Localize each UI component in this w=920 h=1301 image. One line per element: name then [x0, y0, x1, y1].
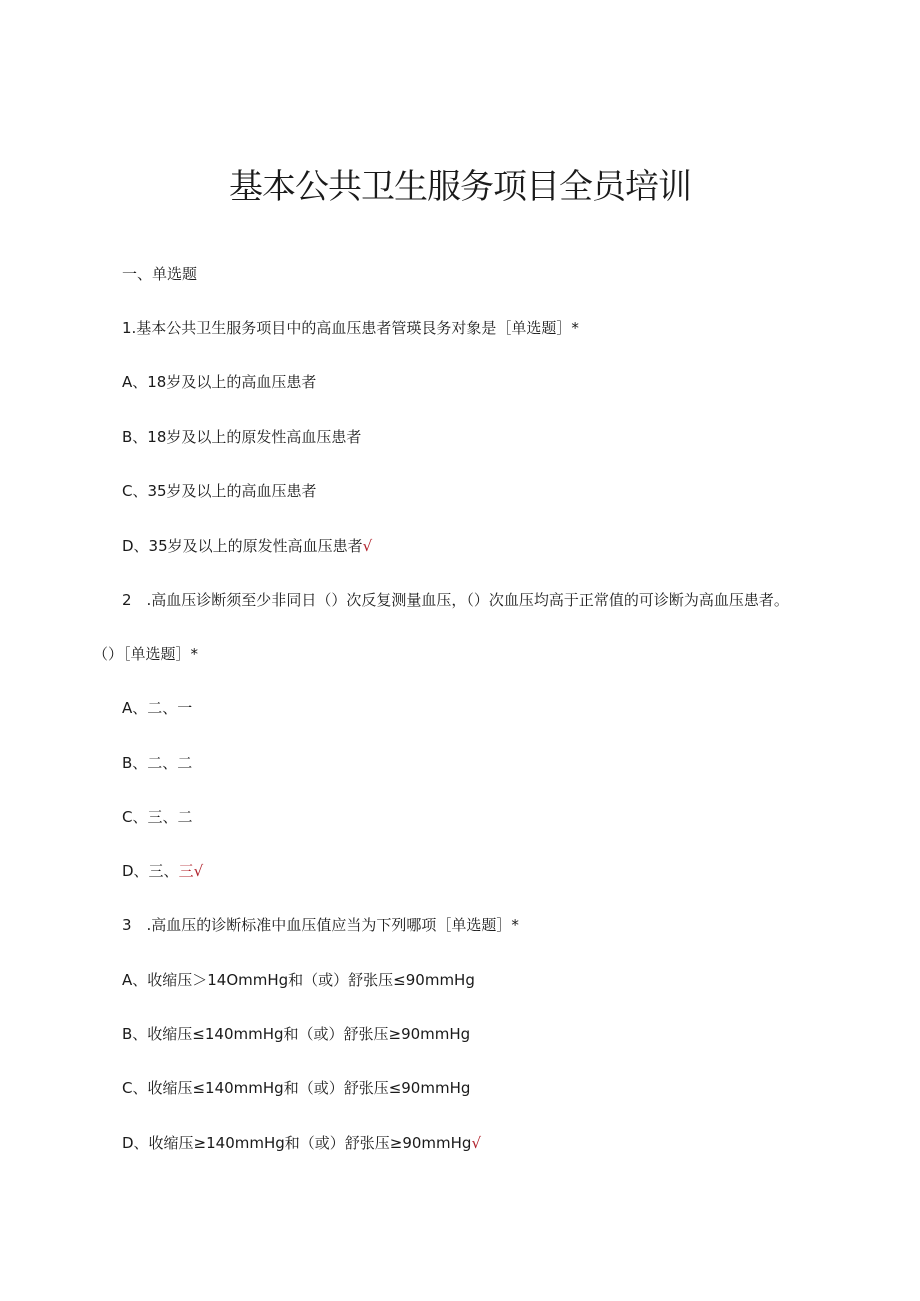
question-1-option-c: [122, 480, 317, 502]
question-1-option-d: [122, 535, 372, 557]
answer-mark: 三√: [178, 862, 204, 880]
question-2-option-d: [122, 860, 203, 882]
question-3-option-b: [122, 1023, 470, 1045]
question-1-text: 1.基本公共卫生服务项目中的高血压患者管瑛艮务对象是［单选题］*: [122, 319, 579, 337]
option-text: B、收缩压≤140mmHg和（或）舒张压≥90mmHg: [122, 1025, 471, 1043]
option-text: B、二、二: [122, 754, 193, 772]
option-text: A、二、一: [122, 699, 193, 717]
option-text: A、收缩压＞14OmmHg和（或）舒张压≤90mmHg: [122, 971, 475, 989]
question-3-option-a: [122, 969, 475, 991]
section-heading: 一、单选题: [122, 265, 198, 283]
question-1-option-a: [122, 371, 316, 393]
option-text: D、35岁及以上的原发性高血压患者: [122, 537, 363, 555]
question-2-option-a: [122, 697, 192, 719]
question-2-option-b: [122, 752, 192, 774]
option-text: B、18岁及以上的原发性高血压患者: [122, 428, 362, 446]
option-text: C、收缩压≤140mmHg和（或）舒张压≤90mmHg: [122, 1079, 471, 1097]
page-title: 基本公共卫生服务项目全员培训: [229, 167, 691, 207]
option-text: A、18岁及以上的高血压患者: [122, 373, 317, 391]
option-text: D、收缩压≥140mmHg和（或）舒张压≥90mmHg: [122, 1134, 472, 1152]
question-2-text: 2 .高血压诊断须至少非同日（）次反复测量血压，（）次血压均高于正常值的可诊断为高血压患者。: [122, 591, 789, 609]
question-2-option-c: [122, 806, 192, 828]
answer-mark: √: [471, 1134, 482, 1152]
answer-mark: √: [362, 537, 373, 555]
option-text: C、35岁及以上的高血压患者: [122, 482, 317, 500]
question-2-text-continued: （）［单选题］*: [93, 645, 199, 663]
question-1-option-b: [122, 426, 361, 448]
option-text: D、三、: [122, 862, 179, 880]
question-3-text: 3 .高血压的诊断标准中血压值应当为下列哪项［单选题］*: [122, 916, 519, 934]
question-3-option-d: [122, 1132, 481, 1154]
option-text: C、三、二: [122, 808, 193, 826]
question-3-option-c: [122, 1077, 470, 1099]
